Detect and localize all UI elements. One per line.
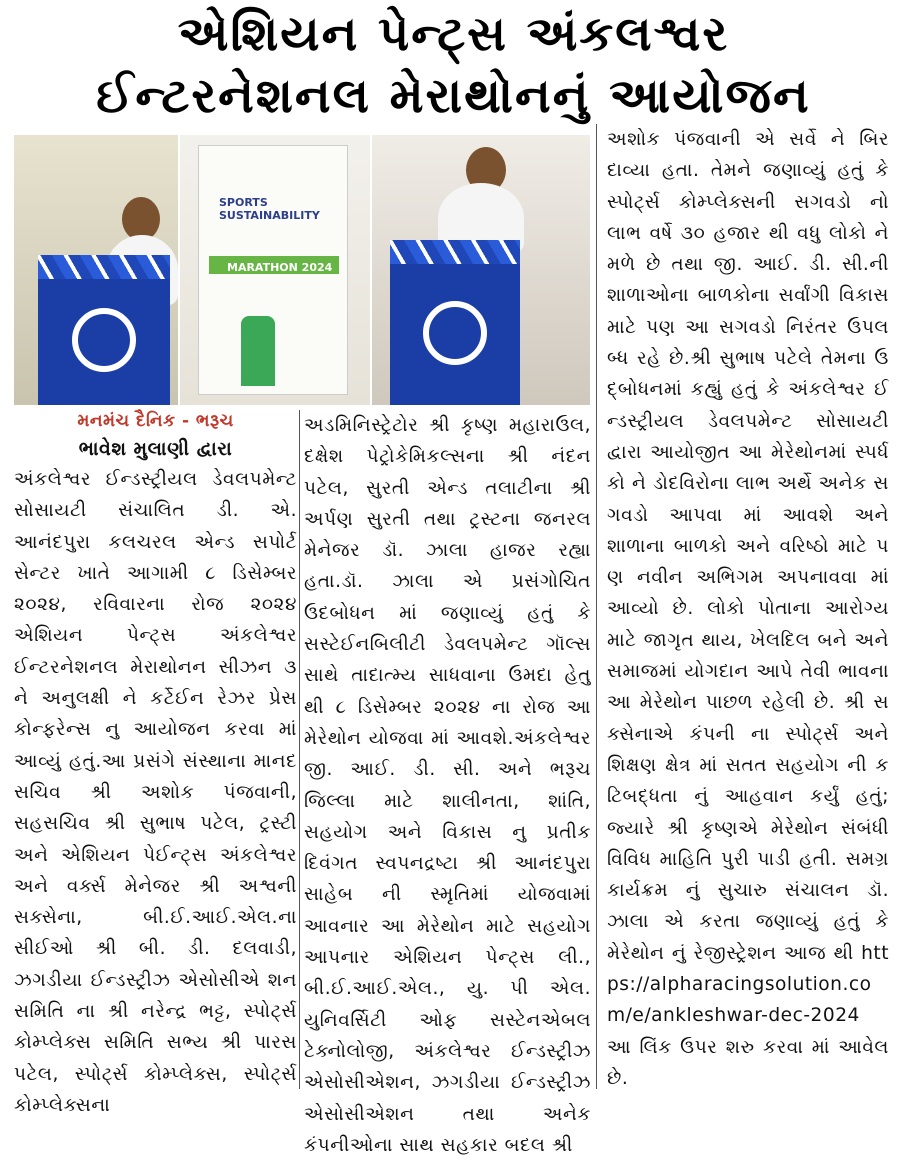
banner-event-strip: [209, 256, 339, 274]
podium: [390, 240, 520, 405]
headline-line-2: ઈન્ટરનેશનલ મેરાથોનનું આયોજન: [96, 68, 811, 124]
photo-event-banner: [180, 135, 370, 405]
headline-line-1: એશિયન પેન્ટ્સ અંકલશ્વર: [177, 6, 730, 62]
reporter-byline: ભાવેશ મુલાણી દ્વારા: [78, 438, 233, 460]
column-divider: [299, 410, 300, 1089]
podium-stripe: [38, 255, 170, 279]
podium-stripe: [390, 240, 520, 264]
podium-logo: [72, 308, 136, 372]
podium: [38, 255, 170, 405]
banner-event: MARATHON 2024: [227, 261, 333, 274]
news-source: મનમંચ દૈનિક - ભરૂચ: [77, 411, 234, 431]
article-column-1: [14, 410, 297, 1121]
photo-speaker-right: [372, 135, 590, 405]
article-column-2: અડમિનિસ્ટ્રેટોર શ્રી કૃષ્ણ મહારાઉલ, દક્ષેશ પેટ્રોકેમિકલ્સના શ્રી નંદન પટેલ, સુરતી એન્ડ તલાટીના શ્રી અર્પણ સુરતી તથા ટ્રસ્ટના જનરલ મેનેજર ડૉ. ઝાલા હાજર રહ્યા હતા.ડૉ. ઝાલા એ પ્રસંગોચિત ઉદબોધન માં જણાવ્યું હતું કે સસ્ટેઈનબિલીટી ડેવલપમેન્ટ ગૉલ્સ સાથે તાદાત્મ્ય સાધવાના ઉમદા હેતુ થી ૮ ડિસેમ્બર ૨૦૨૪ ના રોજ આ મેરેથોન યોજવા માં આવશે.અંકલેશ્વર જી. આઈ. ડી. સી. અને ભરૂચ જિલ્લા માટે શાલીનતા, શાંતિ, સહયોગ અને વિકાસ નુ પ્રતીક દિવંગત સ્વપનદ્રષ્ટા શ્રી આનંદપુરા સાહેબ ની સ્મૃતિમાં યોજવામાં આવનાર આ મેરેથોન માટે સહયોગ આપનાર એશિયન પેન્ટ્સ લી., બી.ઈ.આઈ.એલ., યુ. પી એલ. યુનિવર્સિટી ઓફ સસ્ટેનએબલ ટેક્નોલોજી, અંકલેશ્વર ઈન્ડસ્ટ્રીઝ એસોસીએશન, ઝગડીયા ઈન્ડસ્ટ્રીઝ એસોસીએશન તથા અનેક કંપનીઓના સાથ સહકાર બદલ શ્રી: [304, 415, 591, 1156]
podium-logo: [423, 301, 487, 365]
column-divider: [596, 124, 597, 1089]
banner-title: SPORTS SUSTAINABILITY: [219, 196, 320, 222]
column-1-text: અંકલેશ્વર ઈન્ડસ્ટ્રીયલ ડેવલપમેન્ટ સોસાયટી સંચાલિત ડી. એ. આનંદપુરા કલચરલ એન્ડ સપોર્ટ સેન્ટર ખાતે આગામી ૮ ડિસેમ્બર ૨૦૨૪, રવિવારના રોજ ૨૦૨૪ એશિયન પેન્ટ્સ અંકલેશ્વર ઈન્ટરનેશનલ મેરાથોનન સીઝન ૩ ને અનુલક્ષી ને કર્ટેઈન રેઝર પ્રેસ કોન્ફરેન્સ નુ આયોજન કરવા માં આવ્યું હતું.આ પ્રસંગે સંસ્થાના માનદ સચિવ શ્રી અશોક પંજવાની, સહસચિવ શ્રી સુભાષ પટેલ, ટ્રસ્ટી અને એશિયન પેઈન્ટ્સ અંકલેશ્વર અને વર્ક્સ મેનેજર શ્રી અશ્વની સક્સેના, બી.ઈ.આઈ.એલ.ના સીઈઓ શ્રી બી. ડી. દલવાડી, ઝગડીયા ઈન્ડસ્ટ્રીઝ એસોસીએ શન સમિતિ ના શ્રી નરેન્દ્ર ભટ્ટ, સ્પોર્ટ્સ કોમ્પ્લેક્સ સમિતિ સભ્ય શ્રી પારસ પટેલ, સ્પોર્ટ્સ કોમ્પ્લેક્સ, સ્પોર્ટ્સ કોમ્પ્લેક્સના: [14, 469, 297, 1116]
banner-runner-figure: [241, 316, 275, 386]
marathon-banner: [198, 145, 348, 395]
article-column-3: અશોક પંજવાની એ સર્વે ને બિરદાવ્યા હતા. તેમને જણાવ્યું હતું કે સ્પોર્ટ્સ કોમ્પ્લેક્સની સગવડો નો લાભ વર્ષે ૩૦ હજાર થી વધુ લોકો ને મળે છે તથા જી. આઈ. ડી. સી.ની શાળાઓના બાળકોના સર્વાંગી વિકાસ માટે પણ આ સગવડો નિરંતર ઉપલબ્ધ રહે છે.શ્રી સુભાષ પટેલે તેમના ઉદ્બોધનમાં કહ્યું હતું કે અંકલેશ્વર ઈન્ડસ્ટ્રીયલ ડેવલપમેન્ટ સોસાયટી દ્વારા આયોજીત આ મેરેથોનમાં સ્પર્ધકો ને ડોદવિરોના લાભ અર્થે અનેક સગવડો આપવા માં આવશે અને શાળાના બાળકો અને વરિષ્ઠો માટે પણ નવીન અભિગમ અપનાવવા માં આવ્યો છે. લોકો પોતાના આરોગ્ય માટે જાગૃત થાય, ખેલદિલ બને અને સમાજમાં યોગદાન આપે તેવી ભાવના આ મેરેથોન પાછળ રહેલી છે. શ્રી સક્સેનાએ કંપની ના સ્પોર્ટ્સ અને શિક્ષણ ક્ષેત્ર માં સતત સહયોગ ની કટિબદ્ધતા નું આહવાન કર્યું હતું; જ્યારે શ્રી કૃષ્ણએ મેરેથોન સંબંધી વિવિધ માહિતિ પુરી પાડી હતી. સમગ્ર કાર્યક્રમ નું સુચારુ સંચાલન ડૉ. ઝાલા એ કરતા જણાવ્યું હતું કે મેરેથોન નું રેજીસ્ટ્રેશન આજ થી https://alpharacingsolution.com/e/ankleshwar-dec-2024 આ લિંક ઉપર શરુ કરવા માં આવેલ છે.: [607, 129, 889, 1089]
photo-speaker-left: [14, 135, 178, 405]
